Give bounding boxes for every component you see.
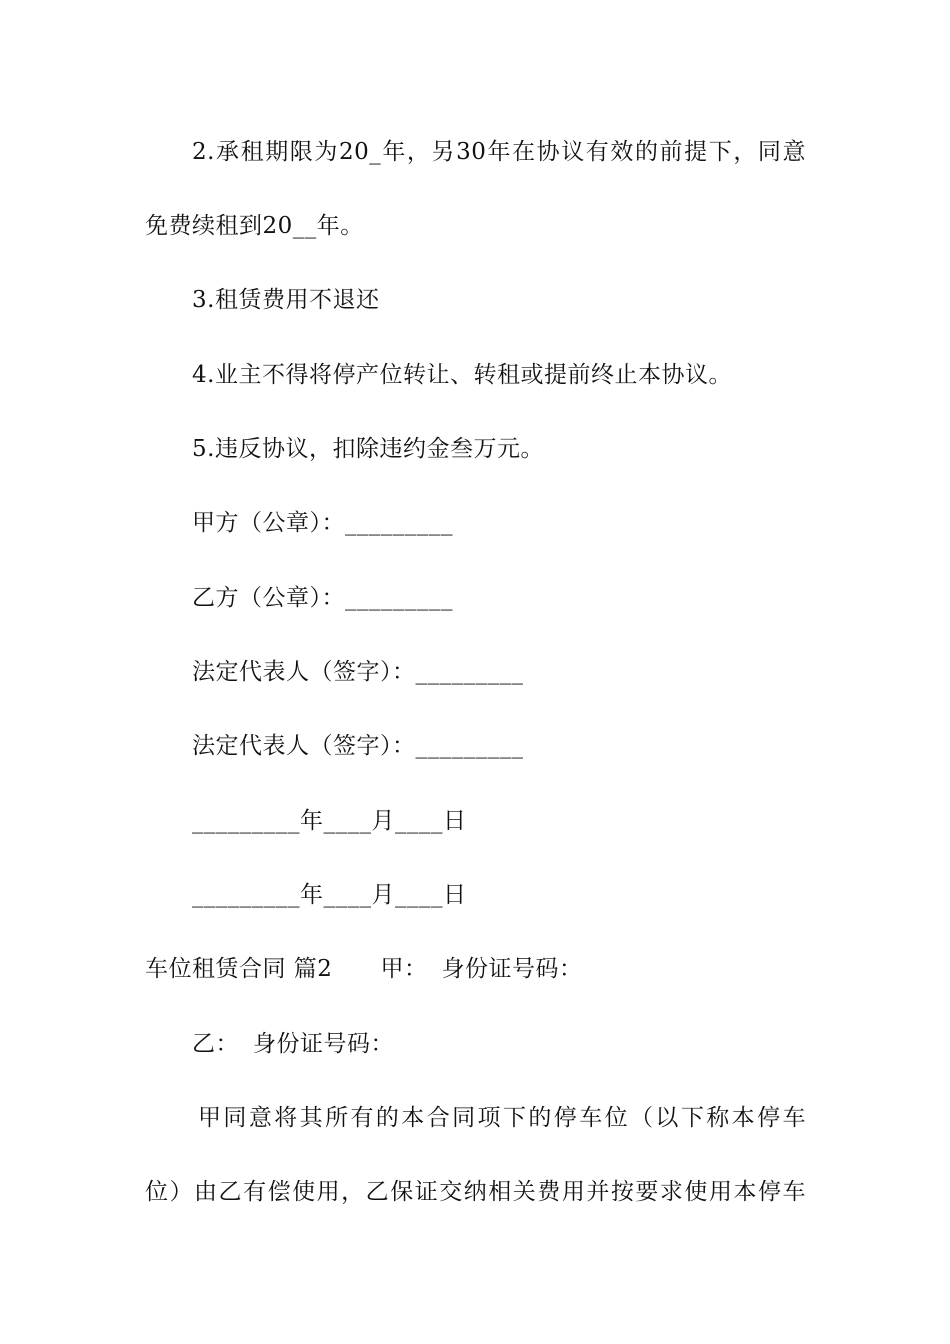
party-a-id-label: 身份证号码：	[441, 956, 583, 982]
clause-4: 4.业主不得将停产位转让、转租或提前终止本协议。	[192, 362, 732, 388]
party-b-label: 乙：	[192, 1031, 239, 1057]
contract-2-header-line	[145, 954, 582, 984]
party-b-seal-line: 乙方（公章）：_________	[192, 585, 453, 611]
party-a-label: 甲：	[380, 956, 428, 982]
body-paragraph-line-1: 甲同意将其所有的本合同项下的停车位（以下称本停车	[198, 1105, 806, 1131]
legal-rep-signature-line-2: 法定代表人（签字）：_________	[192, 733, 524, 759]
party-a-seal-line: 甲方（公章）：_________	[192, 510, 453, 536]
party-b-id-label: 身份证号码：	[253, 1031, 394, 1057]
clause-2-line-1: 2.承租期限为20_年，另30年在协议有效的前提下，同意	[192, 139, 806, 165]
clause-3: 3.租赁费用不退还	[192, 287, 380, 313]
contract-2-title: 车位租赁合同 篇2	[145, 956, 333, 982]
clause-5: 5.违反协议，扣除违约金叁万元。	[192, 436, 544, 462]
date-line-1: _________年____月____日	[192, 808, 467, 834]
party-b-line	[192, 1029, 394, 1059]
clause-2-line-2: 免费续租到20__年。	[145, 213, 364, 239]
legal-rep-signature-line-1: 法定代表人（签字）：_________	[192, 659, 524, 685]
body-paragraph-line-2: 位）由乙有偿使用，乙保证交纳相关费用并按要求使用本停车	[145, 1179, 806, 1205]
date-line-2: _________年____月____日	[192, 882, 467, 908]
